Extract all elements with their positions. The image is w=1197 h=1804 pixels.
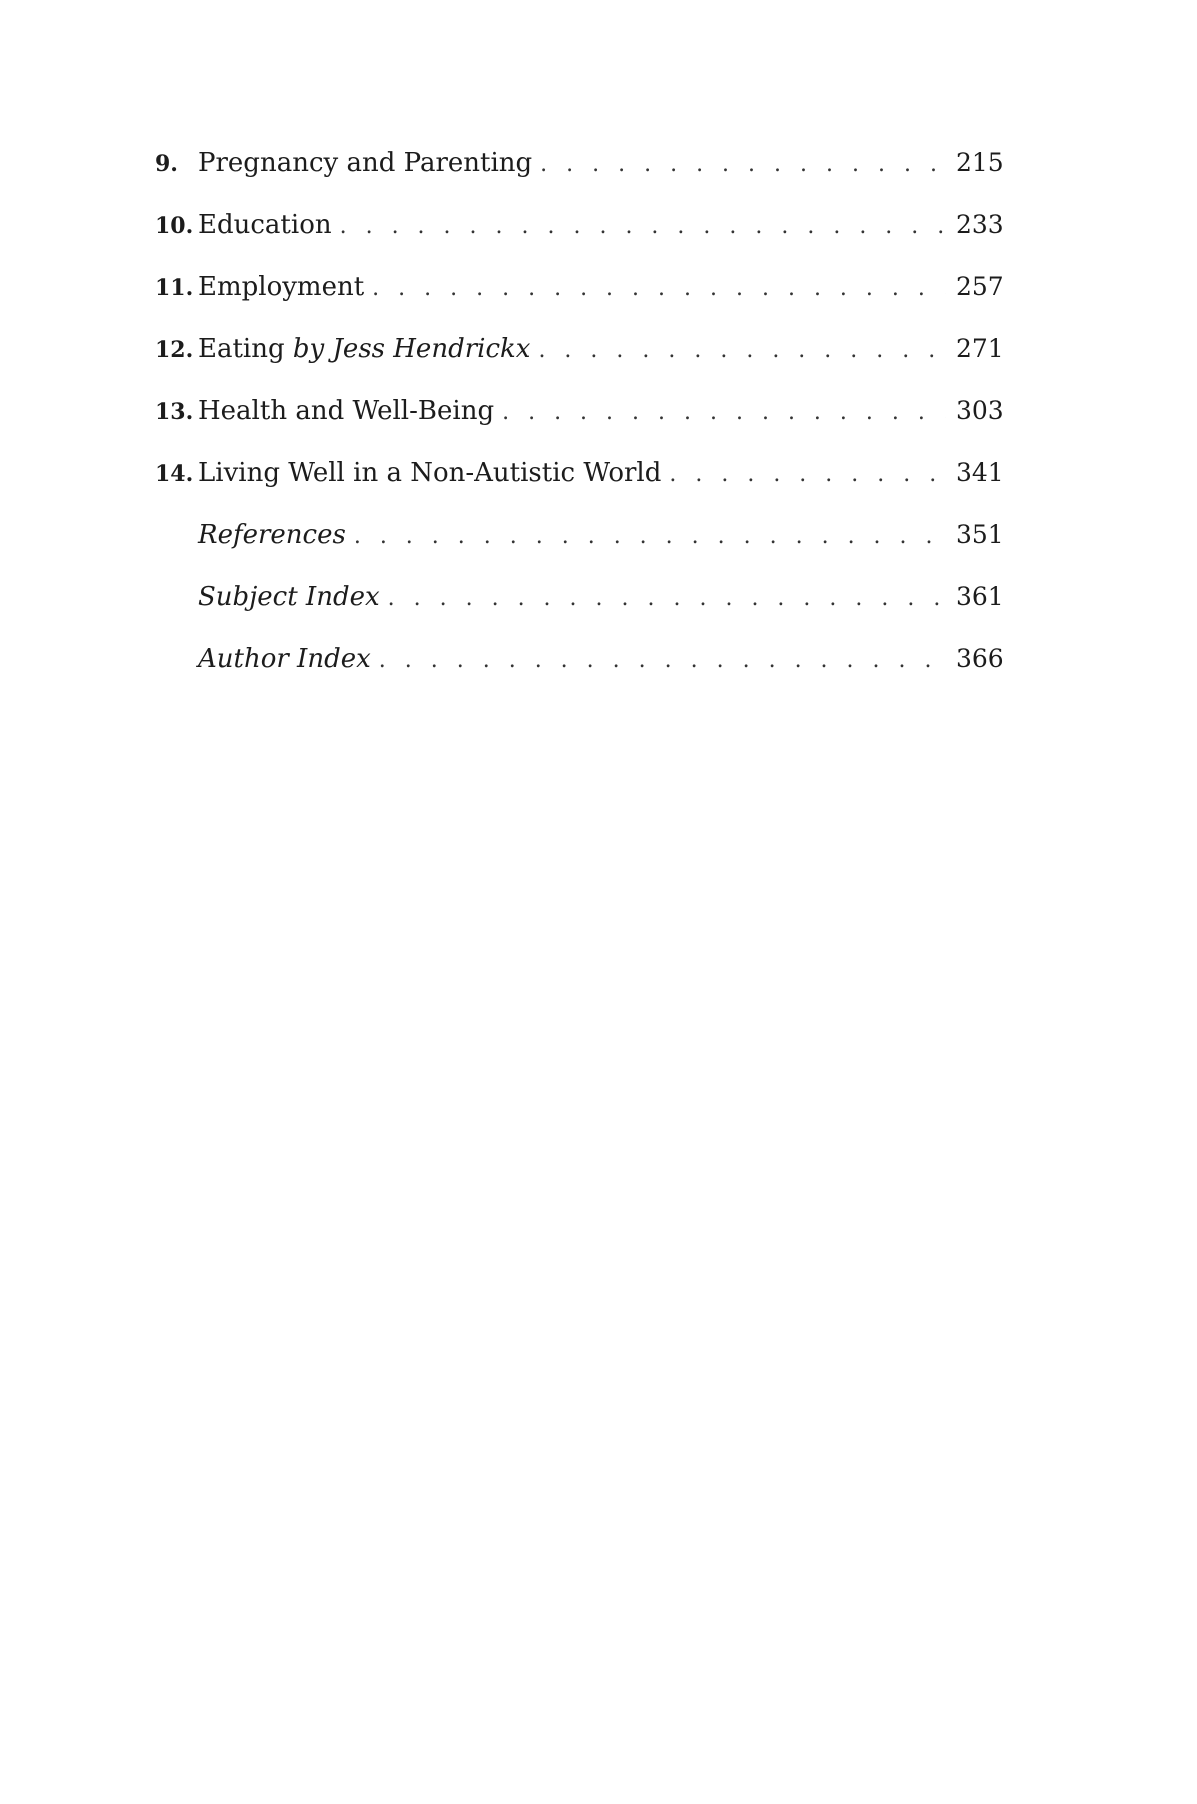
dot-leader bbox=[669, 462, 946, 487]
dot-leader bbox=[354, 524, 946, 549]
chapter-number: 11. bbox=[155, 275, 194, 301]
page-number: 341 bbox=[956, 458, 1004, 487]
page-number: 271 bbox=[956, 334, 1004, 363]
page-number: 233 bbox=[956, 210, 1004, 239]
page-number: 351 bbox=[956, 520, 1004, 549]
chapter-title: Education bbox=[198, 210, 332, 240]
dot-leader bbox=[379, 648, 946, 673]
page-number: 361 bbox=[956, 582, 1004, 611]
page-number: 366 bbox=[956, 644, 1004, 673]
chapter-title: Living Well in a Non-Autistic World bbox=[198, 458, 662, 488]
chapter-title-text: Eating bbox=[198, 334, 285, 364]
chapter-number: 14. bbox=[155, 461, 194, 487]
toc-entry bbox=[155, 210, 1004, 272]
toc-entry bbox=[155, 458, 1004, 520]
chapter-number: 9. bbox=[155, 151, 178, 177]
toc-entry bbox=[155, 334, 1004, 396]
toc-entry bbox=[155, 582, 1004, 644]
chapter-title bbox=[198, 334, 530, 364]
page-number: 257 bbox=[956, 272, 1004, 301]
chapter-number: 10. bbox=[155, 213, 194, 239]
page-number: 303 bbox=[956, 396, 1004, 425]
page-number: 215 bbox=[956, 148, 1004, 177]
chapter-number: 12. bbox=[155, 337, 194, 363]
chapter-author: by Jess Hendrickx bbox=[292, 334, 531, 364]
section-title: Subject Index bbox=[198, 582, 380, 612]
toc-entry bbox=[155, 644, 1004, 706]
section-title: References bbox=[198, 520, 346, 550]
toc-entry bbox=[155, 396, 1004, 458]
toc-entry bbox=[155, 148, 1004, 210]
dot-leader bbox=[388, 586, 946, 611]
chapter-number: 13. bbox=[155, 399, 194, 425]
dot-leader bbox=[540, 152, 946, 177]
section-title: Author Index bbox=[198, 644, 371, 674]
dot-leader bbox=[502, 400, 946, 425]
toc-entry bbox=[155, 520, 1004, 582]
dot-leader bbox=[372, 276, 946, 301]
toc-entry bbox=[155, 272, 1004, 334]
dot-leader bbox=[340, 214, 946, 239]
table-of-contents bbox=[155, 148, 1004, 706]
dot-leader bbox=[538, 338, 946, 363]
chapter-title: Health and Well-Being bbox=[198, 396, 495, 426]
chapter-title: Pregnancy and Parenting bbox=[198, 148, 533, 178]
chapter-title: Employment bbox=[198, 272, 365, 302]
